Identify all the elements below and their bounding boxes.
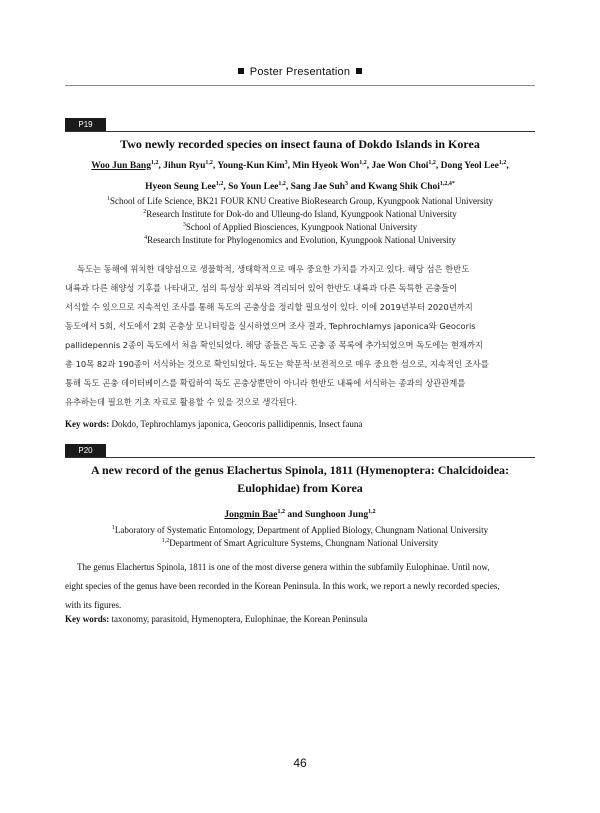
abstract-line: with its figures. xyxy=(65,600,122,610)
abstract xyxy=(65,558,535,615)
section-header xyxy=(0,66,600,78)
abstract-line: 총 10목 82과 190종이 서식하는 것으로 확인되었다. 독도는 학문적·보전적으로 매우 중요한 섬으로, 지속적인 조사를 xyxy=(65,359,489,369)
keywords-label: Key words: xyxy=(65,614,110,624)
author-name: Young-Kun Kim xyxy=(217,161,285,171)
author-name: Dong Yeol Lee xyxy=(440,161,499,171)
author xyxy=(291,182,368,192)
author xyxy=(292,161,371,171)
author xyxy=(305,510,376,520)
poster-divider xyxy=(65,131,535,132)
abstract-line: 서식할 수 있으므로 지속적인 조사를 통해 독도의 곤충상을 정리할 필요성이 있다. 이에 2019년부터 2020년까지 xyxy=(65,302,473,312)
poster-title-line: Eulophidae) from Korea xyxy=(237,481,363,495)
author xyxy=(441,161,509,171)
abstract xyxy=(65,260,535,412)
keywords xyxy=(65,418,535,431)
author-name: Jihun Ryu xyxy=(163,161,206,171)
author-name: Jongmin Bae xyxy=(224,510,278,520)
abstract-line: 내륙과 다른 해양성 기후를 나타내고, 섬의 특성상 외부와 격리되어 있어 한반도 내륙과 다른 독특한 곤충들이 xyxy=(65,283,458,293)
author xyxy=(368,182,455,192)
author xyxy=(145,182,228,192)
author xyxy=(224,510,305,520)
author-name: Jae Won Choi xyxy=(371,161,429,171)
author-sep: and xyxy=(284,510,306,520)
affiliation xyxy=(65,195,535,208)
author-sup: 1,2 xyxy=(278,181,286,187)
author-sep: , xyxy=(212,161,218,171)
author-sup: 1,2 xyxy=(150,160,159,166)
author-name: Sang Jae Suh xyxy=(290,182,346,192)
author-name: Hyeon Seung Lee xyxy=(145,182,216,192)
square-bullet-icon xyxy=(356,68,362,74)
poster-title-line: A new record of the genus Elachertus Spinola, 1811 (Hymenoptera: Chalcidoidea: xyxy=(90,463,510,477)
affiliation-text: School of Applied Biosciences, Kyungpook National University xyxy=(185,222,418,232)
page-number: 46 xyxy=(293,756,307,770)
affiliation-sup: 4 xyxy=(144,235,148,241)
square-bullet-icon xyxy=(238,68,244,74)
abstract-line: 통해 독도 곤충 데이터베이스를 확립하여 독도 곤충상뿐만이 아니라 한반도 내륙에 서식하는 종과의 상관관계를 xyxy=(65,378,466,388)
author-sep: , xyxy=(223,182,229,192)
author-sup: 3 xyxy=(284,160,288,166)
poster-divider xyxy=(65,457,535,458)
author-sup: 1,2 xyxy=(277,509,285,515)
header-divider xyxy=(65,85,535,86)
author-line xyxy=(65,179,535,196)
author-sup: 1,2,4* xyxy=(439,181,455,187)
affiliation-text: Research Institute for Dok-do and Ulleung-do Island, Kyungpook National University xyxy=(146,209,457,219)
author-list xyxy=(65,158,535,196)
affiliation-list xyxy=(65,195,535,247)
affiliation xyxy=(65,524,535,537)
author xyxy=(228,182,291,192)
author-line xyxy=(65,158,535,175)
author-sup: 1,2 xyxy=(215,181,224,187)
author-name: So Youn Lee xyxy=(228,182,279,192)
author-sup: 1,2 xyxy=(498,160,507,166)
author-sep: , xyxy=(435,161,441,171)
keywords-text: taxonomy, parasitoid, Hymenoptera, Eulophinae, the Korean Peninsula xyxy=(111,614,368,624)
author-name: Kwang Shik Choi xyxy=(368,182,440,192)
affiliation xyxy=(65,234,535,247)
abstract-line: The genus Elachertus Spinola, 1811 is one of the most diverse genera within the subfamily Eulophinae. Until now, xyxy=(77,562,490,572)
affiliation xyxy=(65,537,535,550)
author xyxy=(217,161,292,171)
author-sup: 1,2 xyxy=(428,160,436,166)
author-name: Sunghoon Jung xyxy=(305,510,369,520)
author-sup: 3 xyxy=(345,181,349,187)
author-sep: , xyxy=(506,161,509,171)
affiliation-text: Research Institute for Phylogenomics and Evolution, Kyungpook National University xyxy=(147,235,456,245)
affiliation xyxy=(65,221,535,234)
author-sep: and xyxy=(348,182,369,192)
author-sep: , xyxy=(285,182,291,192)
poster-title: Two newly recorded species on insect fauna of Dokdo Islands in Korea xyxy=(120,137,480,151)
abstract-line: 동도에서 5회, 서도에서 2회 곤충상 모니터링을 실시하였으며 조사 결과, Tephrochlamys japonica와 Geocoris xyxy=(65,321,476,331)
author-sup: 1,2 xyxy=(205,160,213,166)
author-sep: , xyxy=(158,161,164,171)
abstract-line: pallidepennis 2종이 독도에서 처음 확인되었다. 해당 종들은 독도 곤충 종 목록에 추가되었으며 독도에는 현재까지 xyxy=(65,340,483,350)
poster-code-badge: P20 xyxy=(65,444,106,457)
affiliation-text: Laboratory of Systematic Entomology, Department of Applied Biology, Chungnam National University xyxy=(114,525,489,535)
affiliation-sup: 1,2 xyxy=(161,538,170,544)
keywords xyxy=(65,613,535,626)
abstract-line: 독도는 동해에 위치한 대양섬으로 생물학적, 생태학적으로 매우 중요한 가치를 가지고 있다. 해당 섬은 한반도 xyxy=(77,264,470,274)
author-list xyxy=(65,507,535,524)
author-name: Min Hyeok Won xyxy=(292,161,360,171)
author xyxy=(163,161,217,171)
keywords-label: Key words: xyxy=(65,419,110,429)
affiliation-text: Department of Smart Agriculture Systems, Chungnam National University xyxy=(169,538,439,548)
author-name: Woo Jun Bang xyxy=(91,161,151,171)
author xyxy=(372,161,441,171)
section-title: Poster Presentation xyxy=(249,66,351,78)
poster-code-badge: P19 xyxy=(65,118,106,131)
affiliation xyxy=(65,208,535,221)
author-sup: 1,2 xyxy=(359,160,367,166)
author-sep: , xyxy=(287,161,293,171)
affiliation-sup: 1 xyxy=(111,525,115,531)
affiliation-sup: 1 xyxy=(107,196,111,202)
author-sup: 1,2 xyxy=(368,509,376,515)
affiliation-sup: 2 xyxy=(143,209,147,215)
abstract-line: 유추하는데 필요한 기초 자료로 활용할 수 있을 것으로 생각된다. xyxy=(65,397,298,407)
abstract-line: eight species of the genus have been recorded in the Korean Peninsula. In this work, we report a newly recorded species, xyxy=(65,581,500,591)
affiliation-sup: 3 xyxy=(182,222,186,228)
poster-title xyxy=(65,461,535,497)
affiliation-text: School of Life Science, BK21 FOUR KNU Creative BioResearch Group, Kyungpook National University xyxy=(110,196,493,206)
affiliation-list xyxy=(65,524,535,550)
keywords-text: Dokdo, Tephrochlamys japonica, Geocoris pallidipennis, Insect fauna xyxy=(111,419,363,429)
author xyxy=(91,161,163,171)
author-sep: , xyxy=(366,161,372,171)
